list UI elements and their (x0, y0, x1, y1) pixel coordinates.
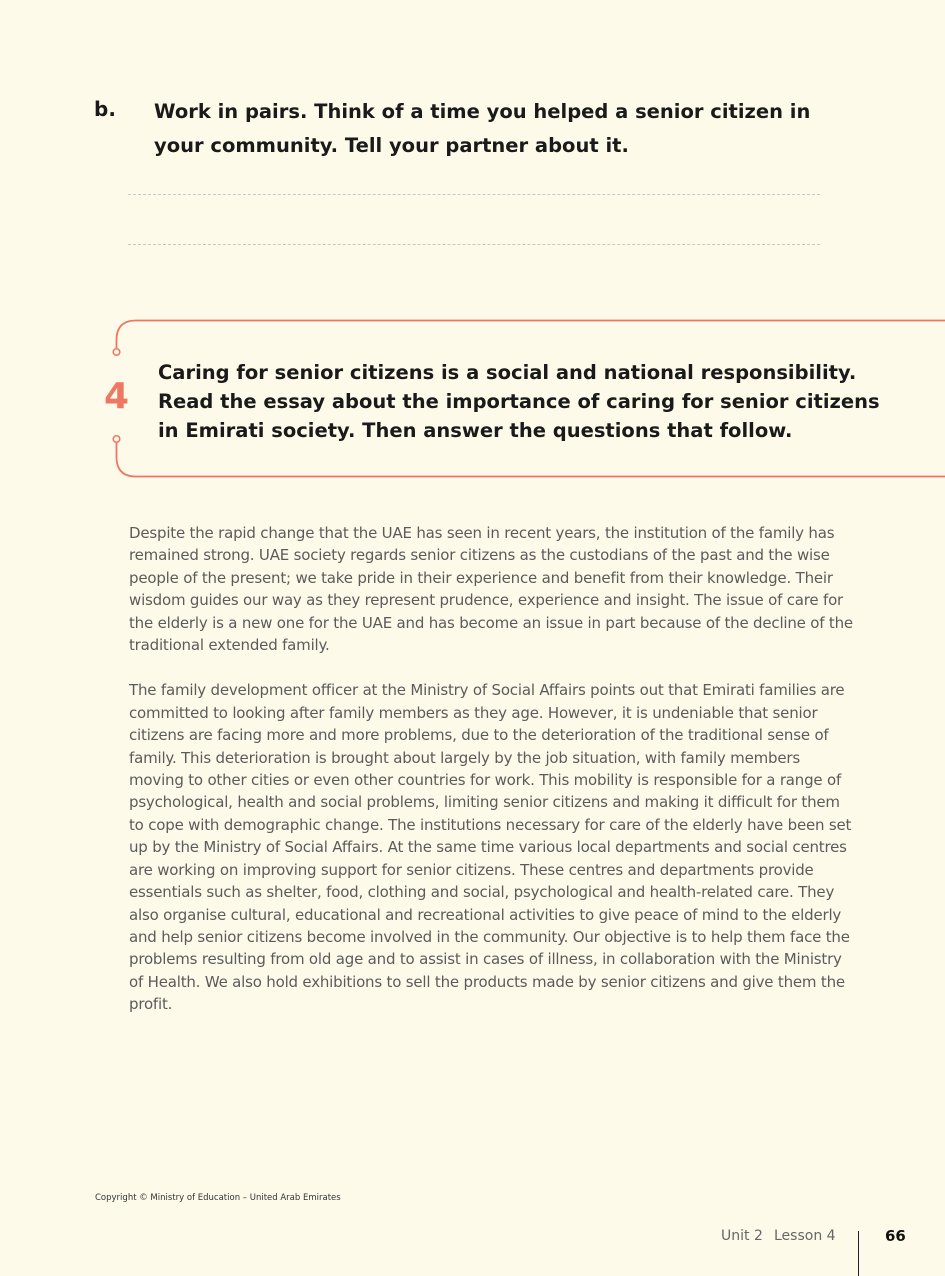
page-number: 66 (885, 1227, 906, 1245)
frame-top-dot (113, 349, 120, 356)
essay (129, 522, 857, 1039)
activity-number: 4 (104, 376, 130, 417)
footer-divider (858, 1231, 859, 1276)
frame-bottom-border (117, 443, 945, 477)
frame-bottom-dot (113, 436, 120, 443)
copyright-notice: Copyright © Ministry of Education – United Arab Emirates (95, 1193, 341, 1203)
frame-top-border (117, 321, 945, 349)
essay-paragraph: Despite the rapid change that the UAE has seen in recent years, the institution of the family has remained strong. UAE society regards senior citizens as the custodians of the past and the wise people of the present; we take pride in their experience and benefit from their knowledge. Their wisdom guides our way as they represent prudence, experience and insight. The issue of care for the elderly is a new one for the UAE and has become an issue in part because of the decline of the traditional extended family. (129, 524, 853, 655)
activity-instruction: Caring for senior citizens is a social and national responsibility. Read the essay about the importance of caring for senior citizens in Emirati society. Then answer the questions that follow. (158, 361, 880, 442)
question-letter: b. (94, 97, 116, 121)
question-text: Work in pairs. Think of a time you helped a senior citizen in your community. Tell your partner about it. (154, 100, 811, 157)
footer-lesson: Lesson 4 (774, 1228, 836, 1244)
essay-paragraph: The family development officer at the Ministry of Social Affairs points out that Emirati families are committed to looking after family members as they age. However, it is undeniable that senior citizens are facing more and more problems, due to the deterioration of the traditional sense of family. This deterioration is brought about largely by the job situation, with family members moving to other cities or even other countries for work. This mobility is responsible for a range of psychological, health and social problems, limiting senior citizens and making it difficult for them to cope with demographic change. The institutions necessary for care of the elderly have been set up by the Ministry of Social Affairs. At the same time various local departments and social centres are working on improving support for senior citizens. These centres and departments provide essentials such as shelter, food, clothing and social, psychological and health-related care. They also organise cultural, educational and recreational activities to give peace of mind to the elderly and help senior citizens become involved in the community. Our objective is to help them face the problems resulting from old age and to assist in cases of illness, in collaboration with the Ministry of Health. We also hold exhibitions to sell the products made by senior citizens and give them the profit. (129, 681, 852, 1014)
footer-unit: Unit 2 (721, 1228, 763, 1244)
